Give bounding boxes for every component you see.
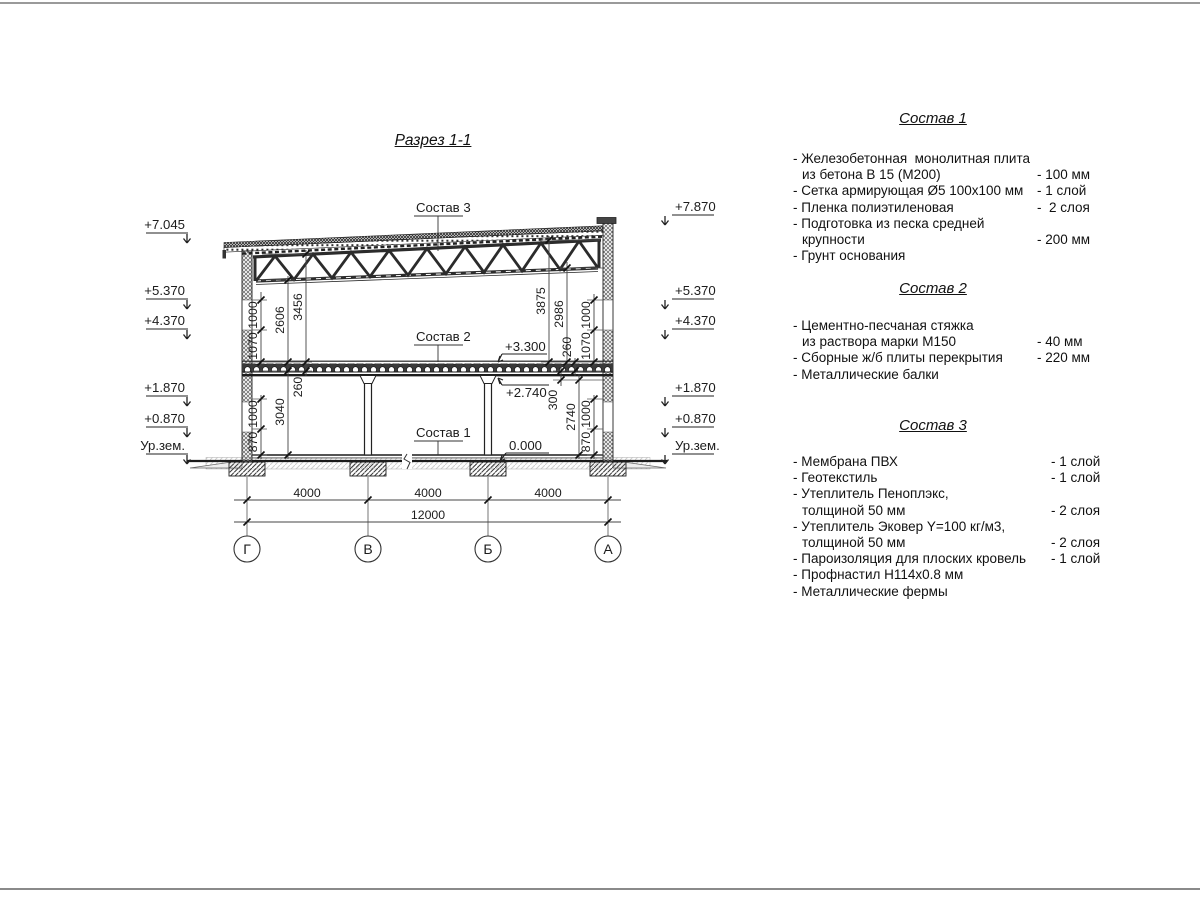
elevation-mark <box>662 199 716 225</box>
dim-label: 12000 <box>410 508 446 522</box>
axis-label: В <box>363 541 373 557</box>
elevation-mark <box>144 217 190 243</box>
dim-label: 1070 <box>246 332 260 360</box>
dim-label: 870 <box>246 431 260 453</box>
elevation-mark <box>662 283 716 309</box>
comp2-title: Состав 2 <box>899 280 967 297</box>
dim-label: 1000 <box>579 301 593 329</box>
elevation-marks-right <box>662 199 720 464</box>
svg-text:Ур.зем.: Ур.зем. <box>675 438 720 453</box>
elevation-mark <box>144 411 190 437</box>
dim-label: 1070 <box>579 332 593 360</box>
svg-text:+7.045: +7.045 <box>144 217 185 232</box>
svg-text:+0.870: +0.870 <box>144 411 185 426</box>
sheet-bottom-rule <box>0 888 1200 890</box>
dim-label: 2606 <box>273 306 287 334</box>
list-item: - Утеплитель Пеноплэкс, <box>793 486 949 502</box>
level-mark-floor <box>498 339 547 362</box>
elevation-mark <box>662 438 720 464</box>
svg-text:+2.740: +2.740 <box>506 385 547 400</box>
axis-bubbles <box>234 536 621 562</box>
footing <box>590 462 626 476</box>
list-item: из бетона В 15 (М200) - 100 мм <box>802 167 1091 183</box>
level-mark-beam <box>498 378 549 400</box>
parapet-coping <box>597 218 616 224</box>
dim-label: 260 <box>560 336 574 358</box>
svg-text:+1.870: +1.870 <box>144 380 185 395</box>
section-title: Разрез 1-1 <box>394 132 472 149</box>
list-item: - Железобетонная монолитная плита <box>793 151 1031 166</box>
svg-text:Состав 3: Состав 3 <box>416 200 471 215</box>
axis-label: А <box>603 541 613 557</box>
list-item: - Металлические балки <box>793 366 939 382</box>
dim-label: 1000 <box>246 301 260 329</box>
column-capital <box>360 376 376 384</box>
dim-label: 4000 <box>293 486 321 500</box>
list-item: - Пароизоляция для плоских кровель - 1 слой <box>793 551 1101 567</box>
svg-text:+5.370: +5.370 <box>144 283 185 298</box>
elevation-mark <box>144 283 190 309</box>
svg-text:Ур.зем.: Ур.зем. <box>140 438 185 453</box>
list-item: - Металлические фермы <box>793 583 948 599</box>
bottom-dimensions <box>234 477 621 562</box>
drip-edge <box>223 250 227 259</box>
callout-sostav1 <box>414 425 471 455</box>
svg-text:Состав 2: Состав 2 <box>416 329 471 344</box>
dim-label: 3456 <box>291 293 305 321</box>
extension-lines <box>252 240 603 455</box>
elevation-mark <box>144 380 190 406</box>
column-capital <box>480 376 496 384</box>
svg-text:+0.870: +0.870 <box>675 411 716 426</box>
list-item: - Пленка полиэтиленовая - 2 слоя <box>793 199 1090 215</box>
dim-label: 300 <box>546 389 560 411</box>
dim-label: 2986 <box>552 300 566 328</box>
svg-text:+4.370: +4.370 <box>144 313 185 328</box>
svg-text:+5.370: +5.370 <box>675 283 716 298</box>
list-item: - Профнастил Н114х0.8 мм <box>793 567 964 583</box>
list-item: - Геотекстиль - 1 слой <box>793 470 1101 486</box>
comp3-title: Состав 3 <box>899 417 967 434</box>
list-item: из раствора марки М150 - 40 мм <box>802 334 1083 350</box>
list-item: - Сборные ж/б плиты перекрытия - 220 мм <box>793 350 1091 366</box>
list-item: - Подготовка из песка средней <box>793 215 985 231</box>
dim-label: 2740 <box>564 403 578 431</box>
dim-label: 4000 <box>414 486 442 500</box>
list-item: - Грунт основания <box>793 248 906 264</box>
dim-label: 4000 <box>534 486 562 500</box>
comp3-list <box>793 454 1133 600</box>
svg-text:0.000: 0.000 <box>509 438 543 453</box>
dim-label: 1000 <box>579 400 593 428</box>
footing <box>350 462 386 476</box>
section-drawing <box>0 0 780 620</box>
dim-label: 3040 <box>273 398 287 426</box>
comp1-list <box>793 151 1133 264</box>
dim-label: 3875 <box>534 287 548 315</box>
svg-text:+3.300: +3.300 <box>505 339 546 354</box>
elevation-mark <box>140 438 190 464</box>
dim-label: 1000 <box>246 400 260 428</box>
axis-label: Г <box>243 541 251 557</box>
list-item: - Сетка армирующая Ø5 100х100 мм - 1 слой <box>793 183 1087 199</box>
list-item: - Цементно-песчаная стяжка <box>793 318 974 333</box>
columns <box>365 383 492 455</box>
elevation-mark <box>662 313 716 339</box>
elevation-mark <box>144 313 190 339</box>
svg-text:+7.870: +7.870 <box>675 199 716 214</box>
callout-sostav2 <box>414 329 471 362</box>
dim-label: 260 <box>291 376 305 398</box>
svg-text:+1.870: +1.870 <box>675 380 716 395</box>
comp2-list <box>793 318 1133 383</box>
dim-label: 870 <box>579 431 593 453</box>
svg-text:Состав 1: Состав 1 <box>416 425 471 440</box>
sheet-top-rule <box>0 2 1200 4</box>
list-item: - Утеплитель Эковер Y=100 кг/м3, <box>793 518 1006 534</box>
footing <box>229 462 265 476</box>
list-item: толщиной 50 мм - 2 слоя <box>802 502 1101 518</box>
list-item: толщиной 50 мм - 2 слоя <box>802 534 1101 550</box>
svg-text:+4.370: +4.370 <box>675 313 716 328</box>
elevation-mark <box>662 411 716 437</box>
list-item: - Мембрана ПВХ - 1 слой <box>793 454 1101 469</box>
elevation-marks-left <box>140 217 190 464</box>
inner-level-marks <box>498 339 549 461</box>
footing <box>470 462 506 476</box>
comp1-title: Состав 1 <box>899 110 967 127</box>
list-item: крупности - 200 мм <box>802 231 1091 247</box>
axis-label: Б <box>483 541 493 557</box>
elevation-mark <box>662 380 716 406</box>
ground-zone <box>187 458 667 477</box>
